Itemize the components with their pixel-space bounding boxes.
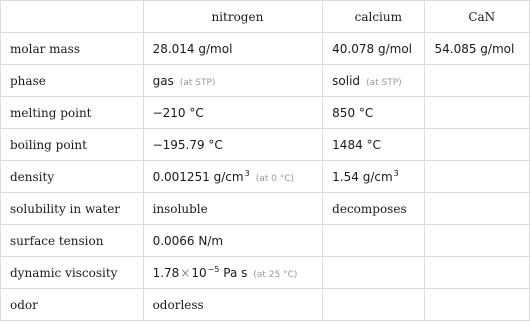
table-row-odor — [1, 289, 530, 321]
calcium-phase — [323, 65, 425, 97]
can-boiling-point — [425, 129, 530, 161]
header-calcium: calcium — [323, 1, 425, 33]
nitrogen-melting-point: −210 °C — [143, 97, 323, 129]
calcium-solubility: decomposes — [323, 193, 425, 225]
table-row-melting-point — [1, 97, 530, 129]
table-row-density — [1, 161, 530, 193]
table-row-phase — [1, 65, 530, 97]
can-phase — [425, 65, 530, 97]
nitrogen-phase — [143, 65, 323, 97]
calcium-density-exponent: 3 — [393, 168, 399, 178]
nitrogen-density — [143, 161, 323, 193]
row-label: odor — [1, 289, 144, 321]
nitrogen-boiling-point: −195.79 °C — [143, 129, 323, 161]
viscosity-base: 10 — [191, 265, 207, 280]
header-empty-cell — [1, 1, 144, 33]
can-molar-mass: 54.085 g/mol — [425, 33, 530, 65]
row-label: phase — [1, 65, 144, 97]
can-density — [425, 161, 530, 193]
viscosity-unit: Pa s — [219, 265, 248, 280]
can-solubility — [425, 193, 530, 225]
nitrogen-phase-value: gas — [152, 73, 174, 88]
calcium-melting-point: 850 °C — [323, 97, 425, 129]
row-label: molar mass — [1, 33, 144, 65]
table-row-molar-mass — [1, 33, 530, 65]
row-label: density — [1, 161, 144, 193]
header-can: CaN — [425, 1, 530, 33]
nitrogen-solubility: insoluble — [143, 193, 323, 225]
header-row — [1, 1, 530, 33]
row-label: surface tension — [1, 225, 144, 257]
can-odor — [425, 289, 530, 321]
row-label: boiling point — [1, 129, 144, 161]
table-row-dynamic-viscosity — [1, 257, 530, 289]
nitrogen-density-condition: (at 0 °C) — [255, 173, 295, 184]
nitrogen-surface-tension: 0.0066 N/m — [143, 225, 323, 257]
table-row-solubility — [1, 193, 530, 225]
table-row-surface-tension — [1, 225, 530, 257]
can-surface-tension — [425, 225, 530, 257]
nitrogen-density-exponent: 3 — [244, 168, 250, 178]
row-label: melting point — [1, 97, 144, 129]
nitrogen-odor: odorless — [143, 289, 323, 321]
can-melting-point — [425, 97, 530, 129]
calcium-molar-mass: 40.078 g/mol — [323, 33, 425, 65]
viscosity-exponent: −5 — [207, 264, 220, 274]
nitrogen-molar-mass: 28.014 g/mol — [143, 33, 323, 65]
viscosity-condition: (at 25 °C) — [253, 269, 298, 280]
times-sign: × — [180, 265, 191, 280]
nitrogen-phase-condition: (at STP) — [179, 77, 216, 88]
viscosity-mantissa: 1.78 — [152, 265, 180, 280]
calcium-phase-value: solid — [332, 73, 361, 88]
header-nitrogen: nitrogen — [143, 1, 323, 33]
calcium-density-value: 1.54 g/cm — [332, 169, 393, 184]
table-row-boiling-point — [1, 129, 530, 161]
calcium-surface-tension — [323, 225, 425, 257]
can-dynamic-viscosity — [425, 257, 530, 289]
calcium-dynamic-viscosity — [323, 257, 425, 289]
calcium-phase-condition: (at STP) — [366, 77, 402, 88]
nitrogen-density-value: 0.001251 g/cm — [152, 169, 244, 184]
calcium-odor — [323, 289, 425, 321]
calcium-boiling-point: 1484 °C — [323, 129, 425, 161]
nitrogen-dynamic-viscosity — [143, 257, 323, 289]
row-label: solubility in water — [1, 193, 144, 225]
calcium-density — [323, 161, 425, 193]
row-label: dynamic viscosity — [1, 257, 144, 289]
